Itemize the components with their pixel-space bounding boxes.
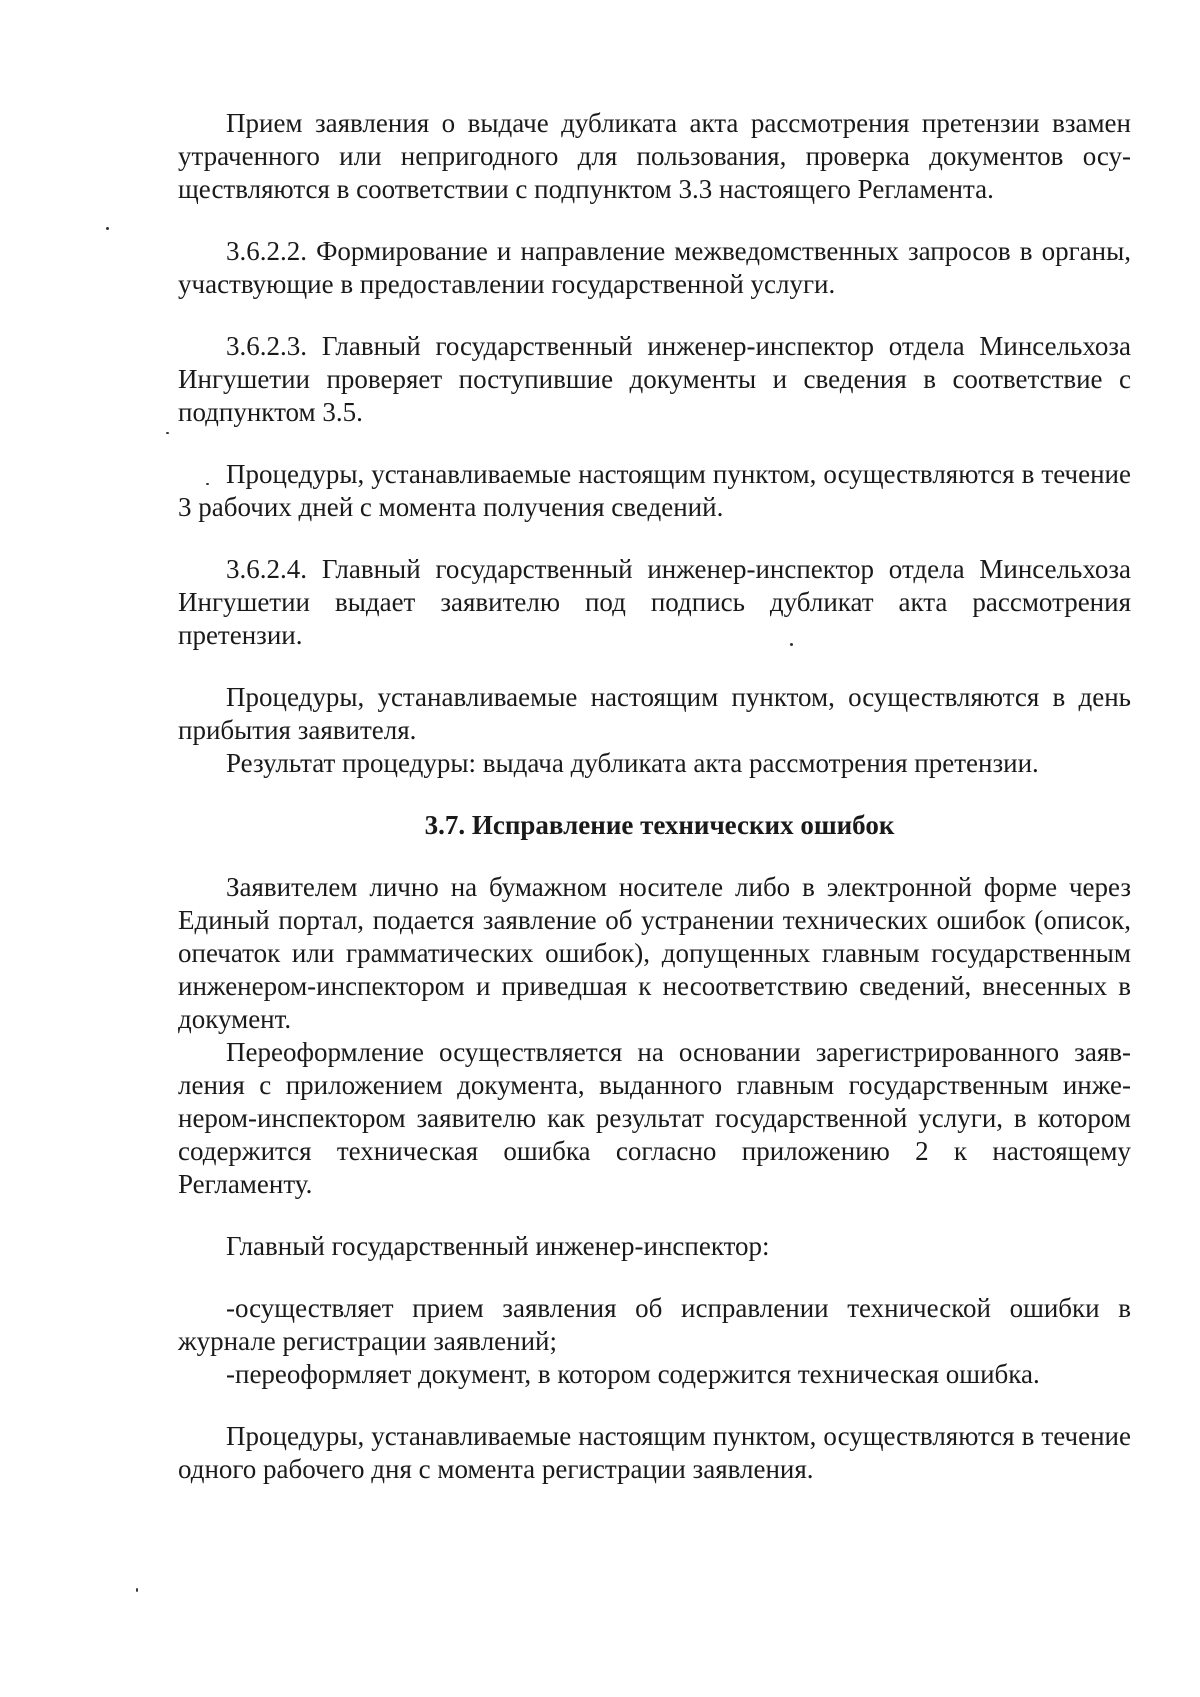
section-heading: 3.7. Исправление технических ошибок	[424, 810, 895, 840]
paragraph-inspector-duties-intro: Главный государственный инженер-инспектор:	[226, 1231, 770, 1261]
paragraph-3-6-2-4: 3.6.2.4. Главный государственный инженер-инспектор отдела Минсельхоза Ингушетии выдает заявителю под подпись дубликат акта рассмотрения претензии.	[178, 554, 1131, 650]
scan-speck	[166, 432, 169, 434]
scan-speck	[136, 1588, 138, 1592]
paragraph-reissue-basis: Переоформление осуществляется на основании зарегистрированного заявления с приложением документа, выданного главным государственным инженером-инспектором заявителю как результат государственной услуги, в котором содержится техническая ошибка согласно приложению 2 к настоящему Регламенту.	[178, 1037, 1131, 1199]
paragraph-procedure-arrival-day: Процедуры, устанавливаемые настоящим пунктом, осуществляются в день прибытия заявителя.	[178, 682, 1131, 745]
paragraph-procedure-term-3-days: Процедуры, устанавливаемые настоящим пунктом, осуществляются в течение 3 рабочих дней с момента получения сведений.	[178, 459, 1131, 522]
paragraph-3-6-2-3: 3.6.2.3. Главный государственный инженер-инспектор отдела Минсельхоза Ингушетии проверяет поступившие документы и сведения в соответствие с подпунктом 3.5.	[178, 331, 1131, 427]
paragraph-procedure-term-one-day: Процедуры, устанавливаемые настоящим пунктом, осуществляются в течение одного рабочего дня с момента регистрации заявления.	[178, 1421, 1131, 1484]
paragraph-duty-accept-application: -осуществляет прием заявления об исправлении технической ошибки в журнале регистрации заявлений;	[178, 1293, 1131, 1356]
scan-speck	[106, 227, 109, 230]
paragraph-duplicate-acceptance: Прием заявления о выдаче дубликата акта рассмотрения претензии взамен утраченного или непригодного для пользования, проверка документов осуществляются в соответствии с подпунктом 3.3 настоящего Регламента.	[178, 108, 1131, 204]
scan-speck	[206, 483, 209, 485]
paragraph-duty-reissue-document: -переоформляет документ, в котором содержится техническая ошибка.	[226, 1359, 1040, 1389]
document-body	[178, 107, 1131, 1486]
scan-speck	[790, 643, 793, 646]
paragraph-procedure-result: Результат процедуры: выдача дубликата акта рассмотрения претензии.	[226, 748, 1039, 778]
paragraph-error-application: Заявителем лично на бумажном носителе либо в электронной форме через Единый портал, подается заявление об устранении технических ошибок (описок, опечаток или грамматических ошибок), допущенных главным государственным инженером-инспектором и приведшая к несоответствию сведений, внесенных в документ.	[178, 872, 1131, 1034]
paragraph-3-6-2-2: 3.6.2.2. Формирование и направление межведомственных запросов в органы, участвующие в предоставлении государственной услуги.	[178, 236, 1131, 299]
